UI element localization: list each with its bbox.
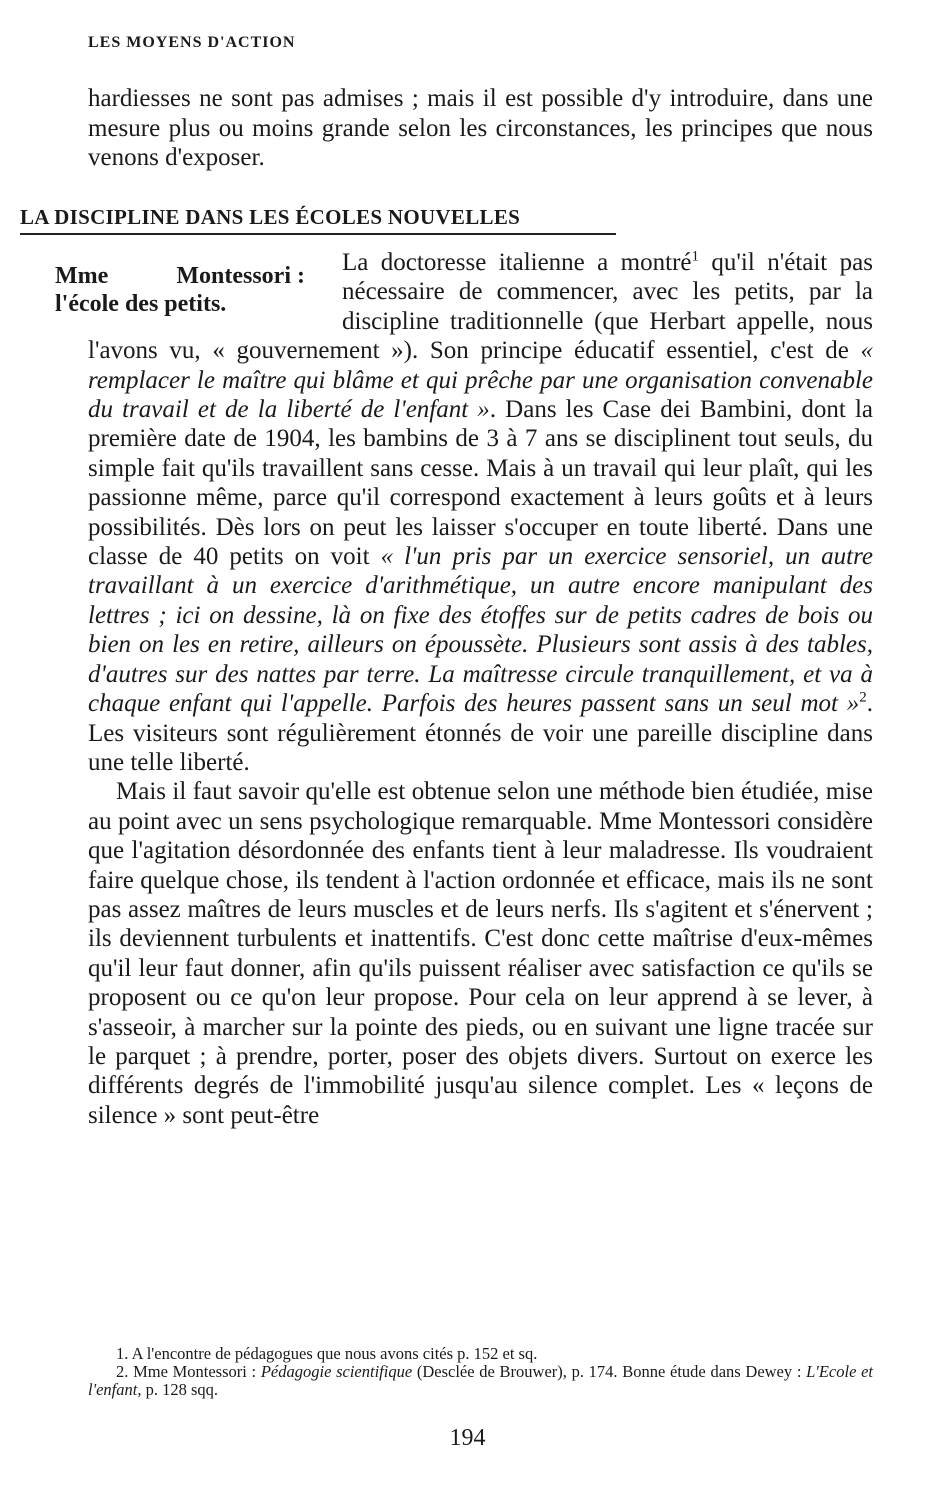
fn2-text-b: (Desclée de Brouwer), p. 174. Bonne étude dans Dewey :	[412, 1362, 807, 1381]
side-title-line2: l'école des petits.	[55, 291, 227, 317]
footnote-ref-1: 1	[691, 248, 699, 265]
body-text	[88, 248, 873, 1130]
side-title-line1a: Mme	[55, 263, 109, 289]
section-heading: LA DISCIPLINE DANS LES ÉCOLES NOUVELLES	[20, 205, 616, 235]
footnote-ref-2: 2	[859, 689, 867, 706]
fn2-text-a: 2. Mme Montessori :	[116, 1362, 261, 1381]
intro-paragraph: hardiesses ne sont pas admises ; mais il est possible d'y introduire, dans une mesure plus ou moins grande selon les circonstances, les principes que nous venons d'exposer.	[88, 85, 873, 171]
footnote-2	[88, 1363, 873, 1399]
p1-text-1: La doctoresse italienne a montré	[342, 249, 692, 276]
footnote-1: 1. A l'encontre de pédagogues que nous avons cités p. 152 et sq.	[116, 1344, 538, 1363]
p1-quote-1: « remplacer le maître qui blâme et qui prêche par une organisation convenable du travail et de la liberté de l'enfant »	[88, 337, 873, 424]
p1-text-2: qu'il n'était pas nécessaire de commencer, avec les petits, par la discipline traditionnelle (que Herbart appelle, nous l'avons vu, « gouvernement »). Son principe éducatif essentiel, c'est de	[88, 249, 873, 365]
fn2-text-c: p. 128 sqq.	[141, 1380, 219, 1399]
p1-text-3: . Dans les Case dei Bambini, dont la première date de 1904, les bambins de 3 à 7 ans se disciplinent tout seuls, du simple fait qu'ils travaillent sans cesse. Mais à un travail qui leur plaît, qui les passionne même, parce qu'il correspond exactement à leurs goûts et à leurs possibilités. Dès lors on peut les laisser s'occuper en toute liberté. Dans une classe de 40 petits on voit	[88, 396, 873, 571]
fn2-title-2: L'Ecole et l'enfant,	[88, 1362, 873, 1399]
footnotes	[88, 1345, 873, 1399]
paragraph-2: Mais il faut savoir qu'elle est obtenue selon une méthode bien étudiée, mise au point avec un sens psychologique remarquable. Mme Montessori considère que l'agitation désordonnée des enfants tient à leur maladresse. Ils voudraient faire quelque chose, ils tendent à l'action ordonnée et efficace, mais ils ne sont pas assez maîtres de leurs muscles et de leurs nerfs. Ils s'agitent et s'énervent ; ils deviennent turbulents et inattentifs. C'est donc cette maîtrise d'eux-mêmes qu'il leur faut donner, afin qu'ils puissent réaliser avec satisfaction ce qu'ils se proposent ou ce qu'on leur propose. Pour cela on leur apprend à se lever, à s'asseoir, à marcher sur la pointe des pieds, ou en suivant une ligne tracée sur le parquet ; à prendre, porter, poser des objets divers. Surtout on exerce les différents degrés de l'immobilité jusqu'au silence complet. Les « leçons de silence » sont peut-être	[88, 778, 873, 1129]
p1-quote-2: « l'un pris par un exercice sensoriel, un autre travaillant à un exercice d'arithmétique, un autre encore manipulant des lettres ; ici on dessine, là on fixe des étoffes sur de petits cadres de bois ou bien on les en retire, ailleurs on époussète. Plusieurs sont assis à des tables, d'autres sur des nattes par terre. La maîtresse circule tranquillement, et va à chaque enfant qui l'appelle. Parfois des heures passent sans un seul mot »	[88, 543, 873, 718]
p1-text-4: . Les visiteurs sont régulièrement étonnés de voir une pareille discipline dans une telle liberté.	[88, 690, 873, 776]
side-title-line1b: Montessori :	[176, 263, 305, 289]
running-head: LES MOYENS D'ACTION	[88, 34, 296, 51]
fn2-title: Pédagogie scientifique	[260, 1362, 413, 1381]
page-number: 194	[449, 1425, 486, 1451]
